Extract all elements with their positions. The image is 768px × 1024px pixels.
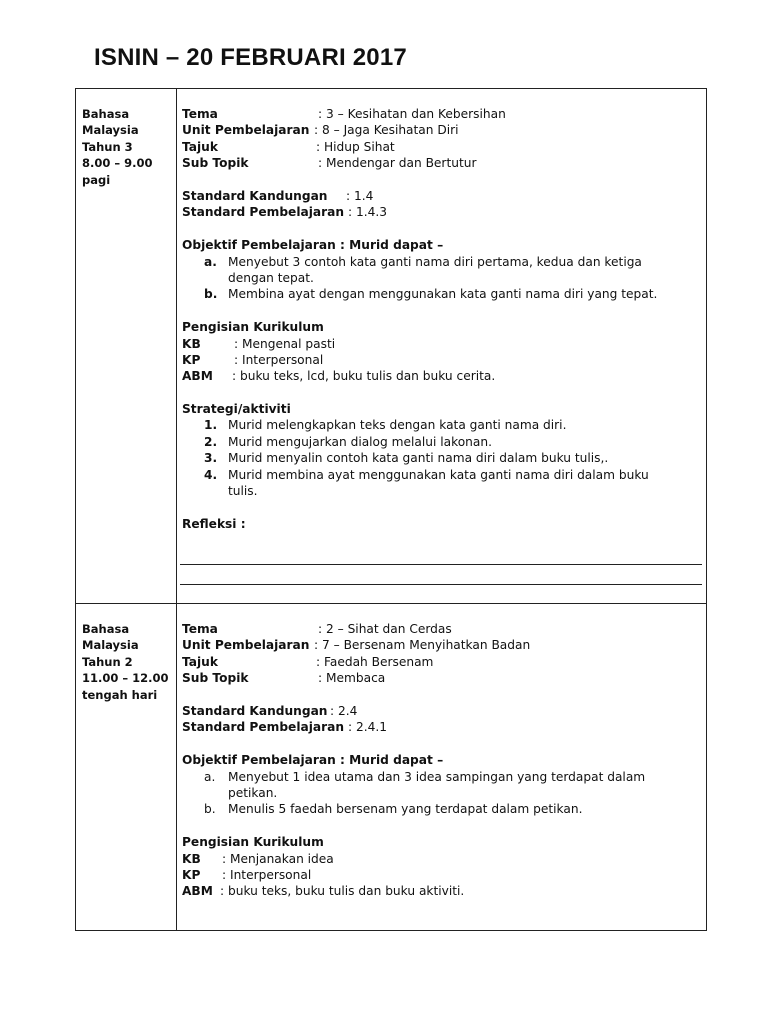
list-item [182,467,668,500]
abm-row [182,368,702,384]
list-marker: b. [204,802,216,817]
refleksi-answer-line [180,564,702,565]
subject-line: Bahasa [82,107,130,121]
unit-label: Unit Pembelajaran [182,638,310,653]
tajuk-row [182,139,702,155]
kp-row [182,867,702,883]
kb-value: : Mengenal pasti [234,336,336,351]
unit-value: : 7 – Bersenam Menyihatkan Badan [314,638,531,653]
standard-pembelajaran-row [182,204,702,220]
subtopik-label: Sub Topik [182,671,249,686]
tajuk-label: Tajuk [182,654,218,669]
subject-line: Malaysia [82,123,139,138]
list-item [182,450,668,466]
abm-row [182,883,702,899]
list-item [182,769,668,802]
standard-kandungan-label: Standard Kandungan [182,188,328,203]
time-period-line: pagi [82,172,111,187]
standard-kandungan-row [182,188,702,204]
tajuk-value: : Faedah Bersenam [316,654,434,669]
strategi-list [182,417,702,499]
standard-kandungan-row [182,703,702,719]
kb-row [182,851,702,867]
standard-kandungan-label: Standard Kandungan [182,703,328,718]
list-item [182,254,668,287]
list-text: Murid membina ayat menggunakan kata ganti nama diri dalam buku tulis. [228,467,649,499]
tema-value: : 2 – Sihat dan Cerdas [318,622,452,636]
subtopik-label: Sub Topik [182,156,249,171]
kb-label: KB [182,851,201,866]
lesson-2-subject-cell [82,621,172,703]
list-text: Murid melengkapkan teks dengan kata ganti nama diri. [228,418,567,433]
list-marker: 1. [204,418,218,433]
list-text: Menyebut 3 contoh kata ganti nama diri pertama, kedua dan ketiga dengan tepat. [228,254,642,285]
list-text: Murid menyalin contoh kata ganti nama diri dalam buku tulis,. [228,451,609,466]
unit-row [182,122,702,138]
standard-pembelajaran-label: Standard Pembelajaran [182,720,345,735]
list-marker: 2. [204,434,218,449]
standard-pembelajaran-label: Standard Pembelajaran [182,205,345,220]
list-item [182,801,668,817]
page-title: ISNIN – 20 FEBRUARI 2017 [94,44,407,71]
time-line: 8.00 – 9.00 [82,156,153,171]
list-marker: b. [204,287,218,302]
refleksi-label: Refleksi : [182,516,246,531]
kp-row [182,352,702,368]
list-text: Murid mengujarkan dialog melalui lakonan. [228,434,492,449]
standard-kandungan-value: : 2.4 [330,703,358,718]
abm-value: : buku teks, buku tulis dan buku aktiviti. [220,884,465,899]
list-text: Menulis 5 faedah bersenam yang terdapat dalam petikan. [228,802,583,817]
lesson-2-content-cell [182,621,702,900]
lesson-1-content-cell [182,106,702,532]
objektif-heading: Objektif Pembelajaran : Murid dapat – [182,238,444,253]
list-marker: 4. [204,467,218,482]
tema-row [182,106,702,122]
lesson-1-subject-cell [82,106,172,188]
strategi-heading: Strategi/aktiviti [182,402,291,417]
list-marker: a. [204,254,217,269]
objektif-list [182,254,702,303]
kb-row [182,336,702,352]
pengisian-heading: Pengisian Kurikulum [182,320,324,335]
abm-value: : buku teks, lcd, buku tulis dan buku cerita. [232,369,496,384]
lesson-plan-table [75,88,707,931]
list-item [182,286,668,302]
unit-label: Unit Pembelajaran [182,123,310,138]
objektif-list [182,769,702,818]
subtopik-value: : Membaca [318,671,386,686]
subtopik-row [182,670,702,686]
list-text: Membina ayat dengan menggunakan kata ganti nama diri yang tepat. [228,287,658,302]
tema-value: : 3 – Kesihatan dan Kebersihan [318,107,506,121]
subject-line: Malaysia [82,638,139,653]
pengisian-heading: Pengisian Kurikulum [182,835,324,850]
list-marker: 3. [204,451,218,466]
list-item [182,434,668,450]
abm-label: ABM [182,369,213,384]
kb-label: KB [182,336,201,351]
unit-value: : 8 – Jaga Kesihatan Diri [314,123,459,138]
tema-label: Tema [182,107,218,121]
refleksi-answer-line [180,584,702,585]
abm-label: ABM [182,884,213,899]
list-text: Menyebut 1 idea utama dan 3 idea sampingan yang terdapat dalam petikan. [228,769,646,800]
list-item [182,417,668,433]
kp-value: : Interpersonal [234,352,324,367]
subject-line: Bahasa [82,622,130,636]
tajuk-label: Tajuk [182,139,218,154]
objektif-heading: Objektif Pembelajaran : Murid dapat – [182,753,444,768]
class-line: Tahun 3 [82,139,133,154]
subtopik-value: : Mendengar dan Bertutur [318,156,477,171]
tema-label: Tema [182,622,218,636]
standard-pembelajaran-row [182,719,702,735]
subtopik-row [182,155,702,171]
standard-pembelajaran-value: : 2.4.1 [348,720,387,735]
kp-label: KP [182,867,201,882]
kp-value: : Interpersonal [222,867,312,882]
standard-pembelajaran-value: : 1.4.3 [348,205,387,220]
kb-value: : Menjanakan idea [222,851,334,866]
tajuk-value: : Hidup Sihat [316,139,395,154]
column-divider [176,89,177,930]
tema-row [182,621,702,637]
standard-kandungan-value: : 1.4 [346,188,374,203]
unit-row [182,637,702,653]
time-period-line: tengah hari [82,687,158,702]
class-line: Tahun 2 [82,654,133,669]
list-marker: a. [204,769,216,784]
tajuk-row [182,654,702,670]
row-divider [76,603,706,604]
time-line: 11.00 – 12.00 [82,671,169,686]
kp-label: KP [182,352,201,367]
